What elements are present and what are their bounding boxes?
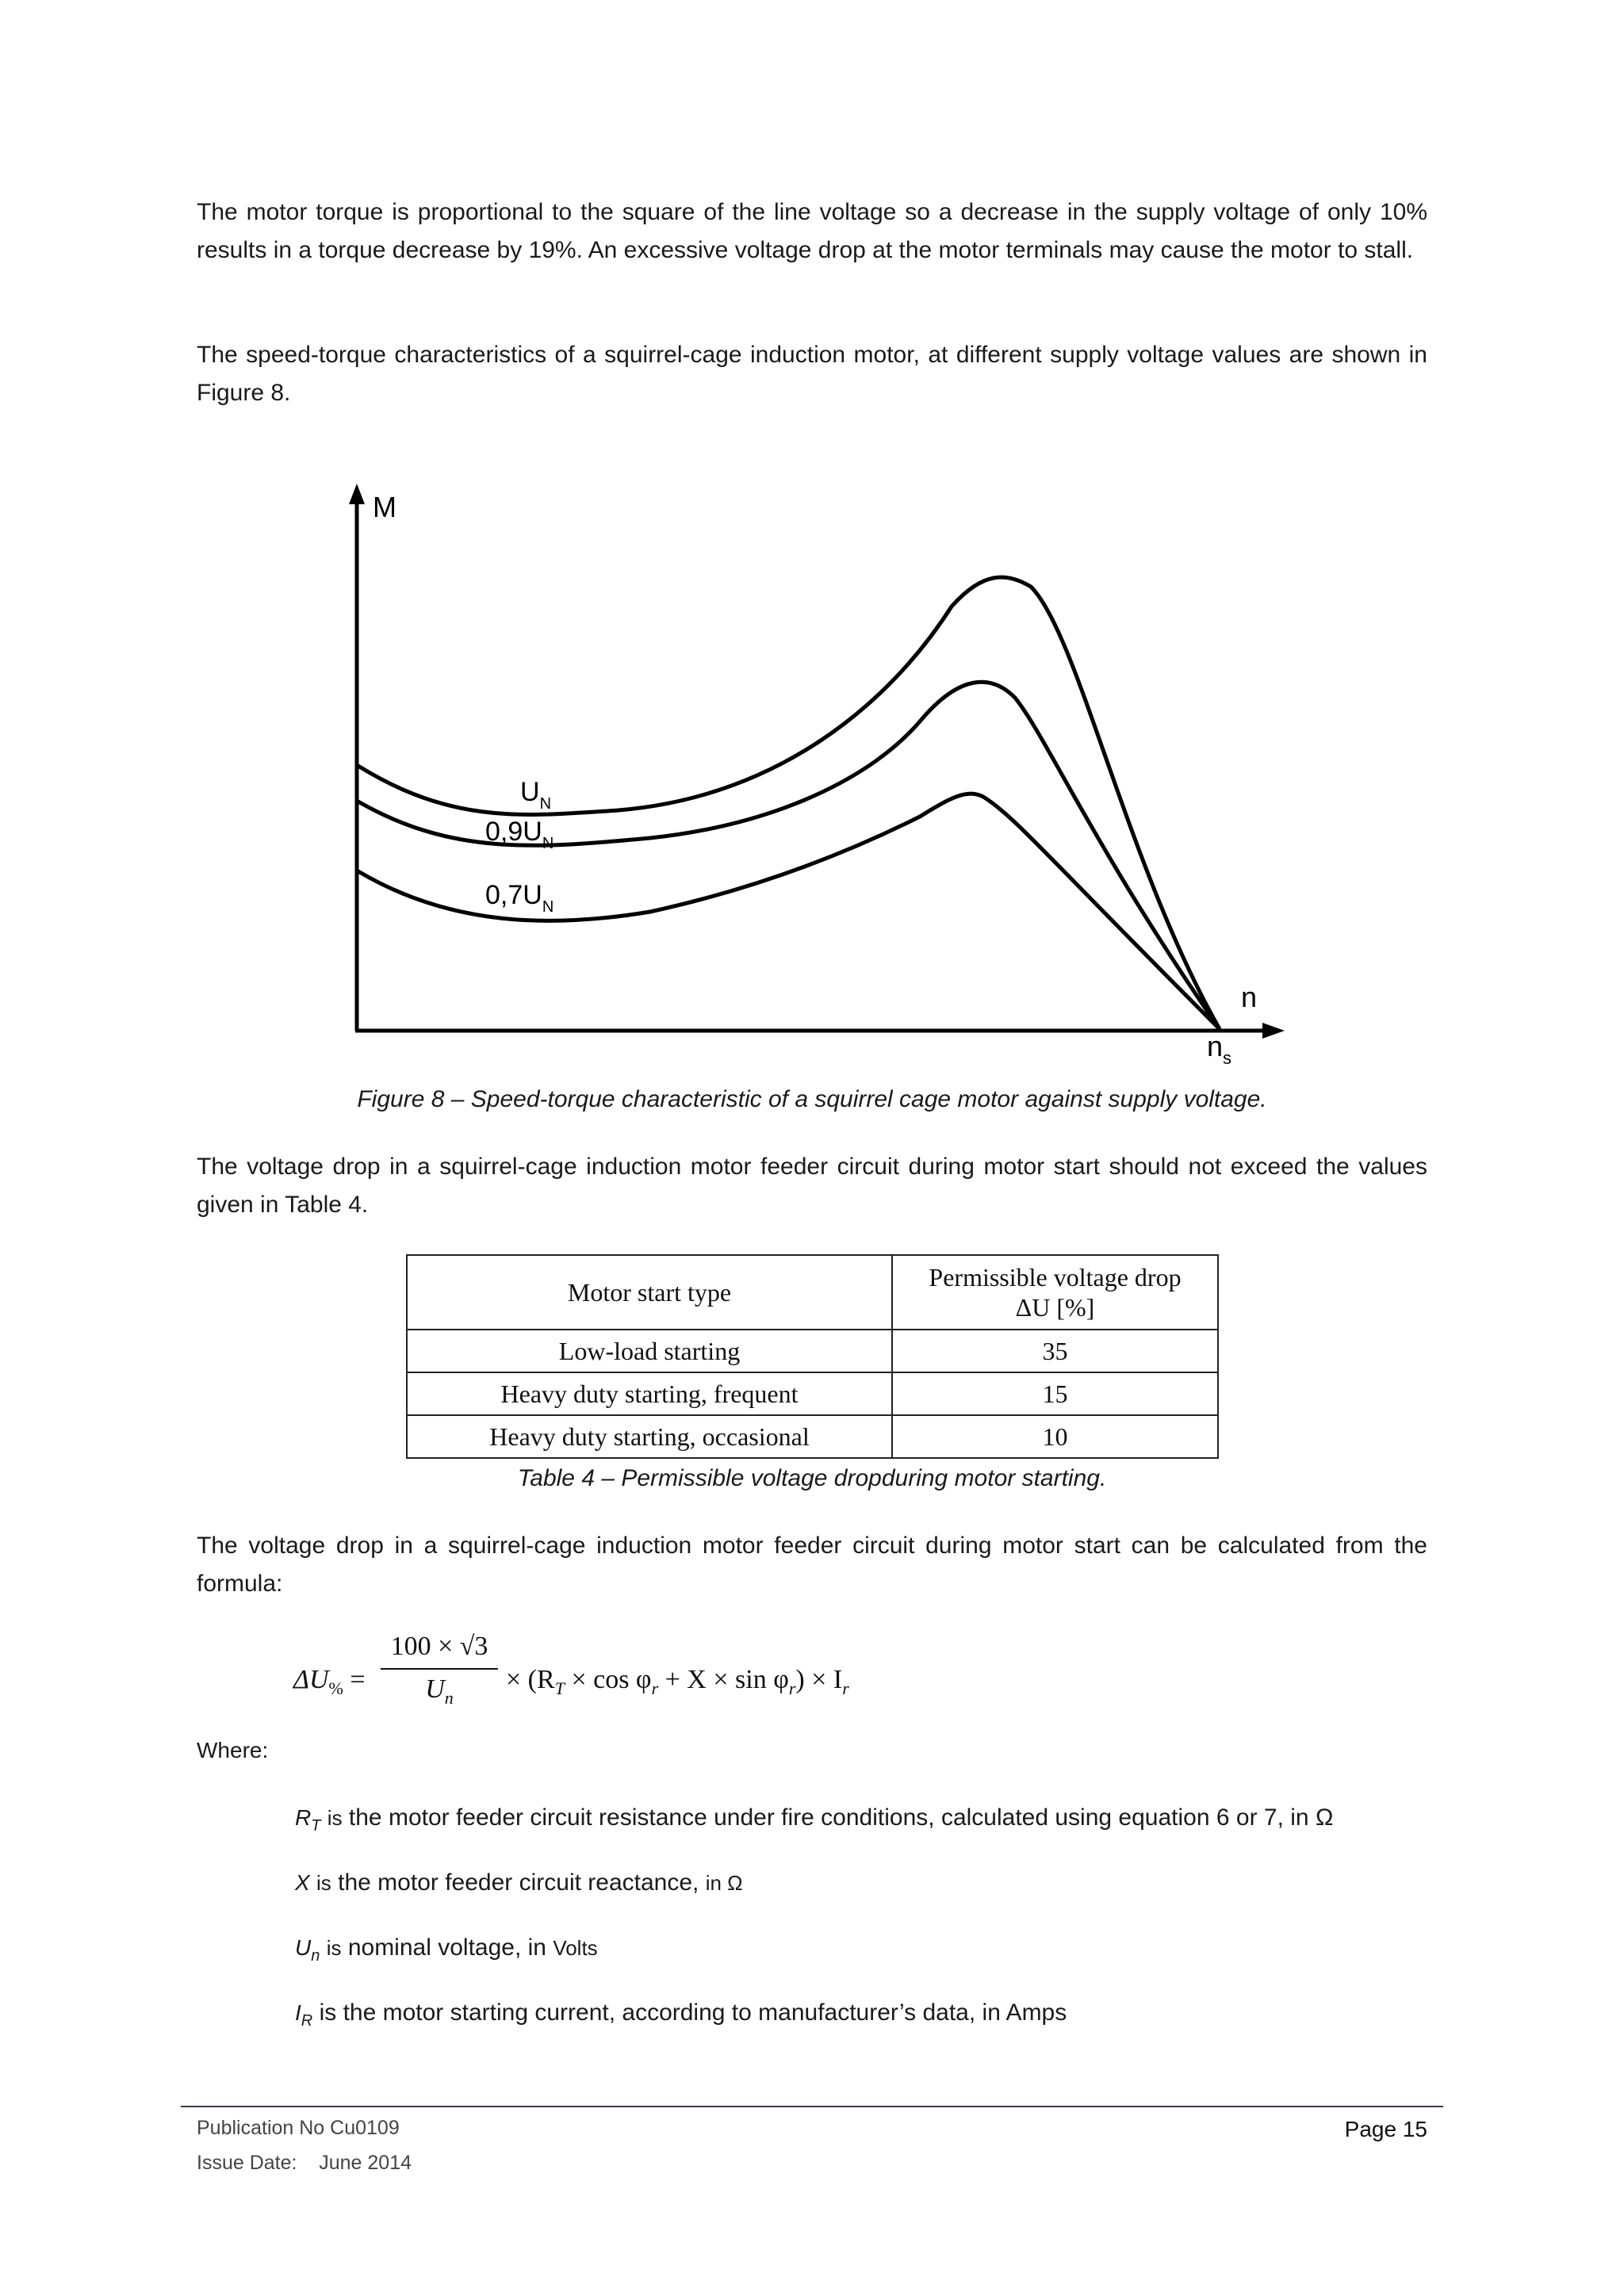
formula-denominator: $U_n$: [425, 1674, 454, 1708]
table-header-motor-start-type: Motor start type: [407, 1255, 892, 1330]
footer-page-number: Page 15: [1344, 2117, 1427, 2141]
definition-rt: $R_T$ is the motor feeder circuit resistance under fire conditions, calculated using equation 6 or 7, in Ω: [295, 1804, 1334, 1835]
definition-ir: $I_R$ is the motor starting current, according to manufacturer’s data, in Amps: [295, 1999, 1067, 2030]
table-row: [407, 1415, 1218, 1458]
footer-divider: [181, 2106, 1443, 2107]
y-axis-label: M: [373, 491, 396, 523]
table-cell-start-type: Heavy duty starting, frequent: [407, 1372, 892, 1415]
definition-x: X is the motor feeder circuit reactance, in Ω: [295, 1869, 743, 1896]
definition-un: $U_n$ is nominal voltage, in Volts: [295, 1934, 598, 1965]
formula-fraction: [381, 1632, 498, 1708]
curve-label-un: $U_N$: [520, 777, 552, 813]
curve-0-9un: [357, 682, 1220, 1029]
formula-lhs: $\Delta U_{\%}$ =: [293, 1665, 366, 1698]
table-cell-start-type: Low-load starting: [407, 1330, 892, 1372]
paragraph-speed-torque: The speed-torque characteristics of a squirrel-cage induction motor, at different supply voltage values are shown in Figure 8.: [197, 342, 1427, 406]
paragraph-voltage-drop-limit: The voltage drop in a squirrel-cage induction motor feeder circuit during motor start should not exceed the values given in Table 4.: [197, 1154, 1427, 1218]
x-axis-label: n: [1241, 981, 1258, 1013]
table-caption: Table 4 – Permissible voltage dropduring motor starting.: [517, 1465, 1107, 1491]
table-cell-start-type: Heavy duty starting, occasional: [407, 1415, 892, 1458]
footer-issue-date: Issue Date: June 2014: [197, 2152, 412, 2174]
permissible-voltage-drop-table: [406, 1254, 1219, 1459]
table-cell-drop: 15: [892, 1372, 1218, 1415]
sync-speed-label: $n_s$: [1207, 1030, 1232, 1068]
table-header-row: [407, 1255, 1218, 1330]
figure-speed-torque: [333, 484, 1285, 1070]
fraction-bar: [381, 1668, 498, 1670]
curve-label-0-9un: $0,9U_N$: [485, 817, 554, 852]
table-cell-drop: 10: [892, 1415, 1218, 1458]
figure-caption: Figure 8 – Speed-torque characteristic of a squirrel cage motor against supply voltage.: [357, 1086, 1267, 1112]
y-axis-arrow: [349, 484, 365, 504]
table-cell-drop: 35: [892, 1330, 1218, 1372]
where-label: Where:: [197, 1738, 269, 1762]
curve-label-0-7un: $0,7U_N$: [485, 880, 554, 916]
formula-numerator: 100 × √3: [390, 1632, 488, 1661]
curve-un: [357, 577, 1220, 1029]
table-header-voltage-drop: Permissible voltage drop ΔU [%]: [892, 1255, 1218, 1330]
formula-rhs: × $(R_T \times \cos \varphi_r + X \times \sin \varphi_r) \times I_r$: [506, 1665, 849, 1698]
paragraph-formula-intro: The voltage drop in a squirrel-cage induction motor feeder circuit during motor start can be calculated from the formula:: [197, 1533, 1427, 1597]
paragraph-torque-voltage: The motor torque is proportional to the square of the line voltage so a decrease in the supply voltage of only 10% results in a torque decrease by 19%. An excessive voltage drop at the motor terminals may cause the motor to stall.: [197, 199, 1427, 263]
x-axis-arrow: [1262, 1023, 1285, 1039]
table-row: [407, 1330, 1218, 1372]
footer-publication: Publication No Cu0109: [197, 2117, 400, 2139]
table-row: [407, 1372, 1218, 1415]
